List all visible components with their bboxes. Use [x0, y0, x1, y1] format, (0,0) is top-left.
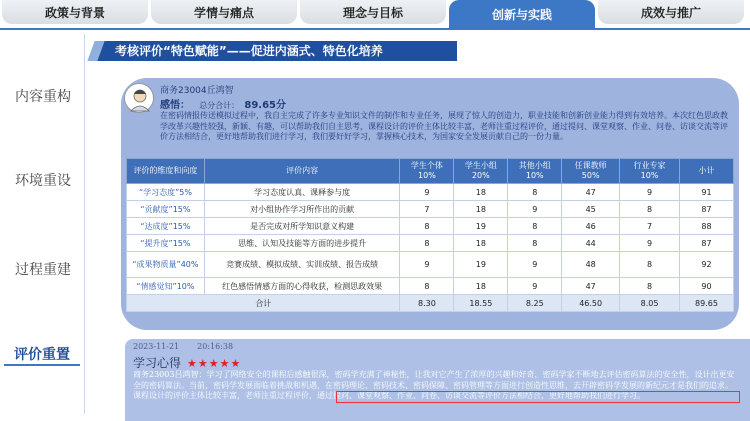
header-content: 评价内容 [204, 159, 400, 184]
score-cell: 8 [400, 218, 454, 235]
dimension-cell: “贡献度”15% [127, 201, 205, 218]
dimension-cell: “提升度”15% [127, 235, 205, 252]
header-student-individual: 学生个体 10% [400, 159, 454, 184]
left-nav [0, 30, 84, 421]
top-tab-bar [0, 0, 750, 28]
dimension-cell: “达成度”15% [127, 218, 205, 235]
review-text: 在密码情报传送模拟过程中，我自主完成了许多专业知识文件的制作和专业任务，展现了惊人的创造力，职业技能和创新创业能力得到有效培养。本次红色思政教学改革兴趣性较强，新颖、有趣，可以帮助我们自主思考，课程设计的评价主体比较丰富，老师注重过程评价，通过提问、课堂观察、作业、问卷、访谈交流等评价方法相结合，更好地帮助我们进行学习，我们要好好学习，掌握核心技术，为国家安全发展贡献自己的一份力量。 [160, 111, 728, 141]
reflection-timestamp [133, 342, 233, 351]
sense-row [160, 96, 286, 111]
total-value-cell: 18.55 [454, 295, 508, 312]
score-cell: 18 [454, 201, 508, 218]
total-label-cell: 合计 [127, 295, 400, 312]
content-cell: 对小组协作学习所作出的贡献 [204, 201, 400, 218]
tab-concept-goals[interactable]: 理念与目标 [300, 0, 446, 24]
score-cell: 45 [562, 201, 620, 218]
nav-item-process-rebuild[interactable]: 过程重建 [15, 262, 71, 278]
total-value-cell: 8.30 [400, 295, 454, 312]
reflection-title: 学习心得 [133, 356, 182, 370]
score-cell: 9 [508, 278, 562, 295]
table-row [127, 201, 734, 218]
score-cell: 8 [620, 278, 680, 295]
total-value-cell: 8.05 [620, 295, 680, 312]
content-cell: 竞赛成绩、模拟成绩、实训成绩、报告成绩 [204, 252, 400, 278]
score-cell: 8 [620, 252, 680, 278]
table-row [127, 235, 734, 252]
score-cell: 8 [400, 278, 454, 295]
score-cell: 7 [620, 218, 680, 235]
score-cell: 87 [680, 235, 734, 252]
score-cell: 8 [508, 184, 562, 201]
score-cell: 47 [562, 184, 620, 201]
score-cell: 90 [680, 278, 734, 295]
dimension-cell: “学习态度”5% [127, 184, 205, 201]
header-subtotal: 小计 [680, 159, 734, 184]
dimension-cell: “情感觉知”10% [127, 278, 205, 295]
score-cell: 48 [562, 252, 620, 278]
content-cell: 红色感悟情感方面的心得收获，检测思政效果 [204, 278, 400, 295]
score-cell: 9 [508, 252, 562, 278]
score-cell: 18 [454, 184, 508, 201]
score-cell: 9 [400, 184, 454, 201]
table-total-row [127, 295, 734, 312]
score-cell: 47 [562, 278, 620, 295]
tab-learning-pain-points[interactable]: 学情与痛点 [151, 0, 297, 24]
tab-underline [0, 28, 750, 30]
score-cell: 8 [400, 235, 454, 252]
tab-policy-background[interactable]: 政策与背景 [2, 0, 148, 24]
dimension-cell: “成果物质量”40% [127, 252, 205, 278]
content-cell: 学习态度认真、课释参与度 [204, 184, 400, 201]
score-cell: 18 [454, 278, 508, 295]
tab-innovation-practice[interactable]: 创新与实践 [449, 0, 595, 28]
nav-item-evaluation-reset[interactable]: 评价重置 [4, 344, 80, 366]
total-label: 总分合计： [199, 101, 240, 110]
author-name: 商务23004丘鸿智 [160, 86, 234, 96]
score-cell: 9 [508, 201, 562, 218]
reflection-body: 商务23003吕鸿智：学习了网络安全的课程后感触很深，密码学充满了神秘性，让我对它产生了浓厚的兴趣和好奇，密码学家不断地去评估密码算法的安全性，设计出更安全的密码算法。当前，密码学发展面临着挑战和机遇，在密码理论、密码技术、密码保障、密码管理等方面进行创造性思维，去开辟密码学发展的新纪元才是我们的追求。课程设计的评价主体比较丰富，老师注重过程评价，通过提问、课堂观察、作业、问卷、访谈交流等评价方法相结合，更好地帮助我们进行学习。 [133, 370, 735, 401]
tab-results-promotion[interactable]: 成效与推广 [598, 0, 744, 24]
score-table [126, 158, 734, 312]
score-cell: 19 [454, 218, 508, 235]
score-cell: 91 [680, 184, 734, 201]
score-cell: 87 [680, 201, 734, 218]
score-cell: 8 [620, 201, 680, 218]
sense-label: 感悟： [160, 100, 190, 111]
score-cell: 9 [400, 252, 454, 278]
content-cell: 思维、认知及技能等方面的进步提升 [204, 235, 400, 252]
table-row [127, 252, 734, 278]
total-value-cell: 46.50 [562, 295, 620, 312]
table-row [127, 278, 734, 295]
header-teacher: 任课教师 50% [562, 159, 620, 184]
header-other-group: 其他小组 10% [508, 159, 562, 184]
section-banner: 考核评价“特色赋能”——促进内涵式、特色化培养 [97, 41, 457, 61]
score-cell: 46 [562, 218, 620, 235]
header-dimension: 评价的维度和向度 [127, 159, 205, 184]
nav-divider [84, 34, 85, 414]
score-cell: 9 [620, 235, 680, 252]
nav-item-content-restructure[interactable]: 内容重构 [15, 89, 71, 105]
header-industry-expert: 行业专家 10% [620, 159, 680, 184]
score-cell: 88 [680, 218, 734, 235]
avatar [124, 83, 154, 113]
score-cell: 8 [508, 218, 562, 235]
total-value-cell: 89.65 [680, 295, 734, 312]
reflection-date: 2023-11-21 [133, 342, 180, 351]
total-value-cell: 8.25 [508, 295, 562, 312]
table-header-row [127, 159, 734, 184]
score-cell: 92 [680, 252, 734, 278]
total-score: 89.65分 [244, 100, 287, 111]
content-cell: 是否完成对所学知识意义构建 [204, 218, 400, 235]
nav-item-environment-reset[interactable]: 环境重设 [15, 173, 71, 189]
score-cell: 7 [400, 201, 454, 218]
score-cell: 19 [454, 252, 508, 278]
table-row [127, 184, 734, 201]
star-rating: ★★★★★ [187, 357, 242, 370]
highlight-box [336, 391, 740, 403]
reflection-title-row [133, 354, 241, 371]
score-cell: 18 [454, 235, 508, 252]
score-cell: 9 [620, 184, 680, 201]
reflection-time: 20:16:38 [197, 342, 234, 351]
header-student-group: 学生小组 20% [454, 159, 508, 184]
score-cell: 8 [508, 235, 562, 252]
table-row [127, 218, 734, 235]
score-cell: 44 [562, 235, 620, 252]
avatar-icon [125, 84, 155, 114]
